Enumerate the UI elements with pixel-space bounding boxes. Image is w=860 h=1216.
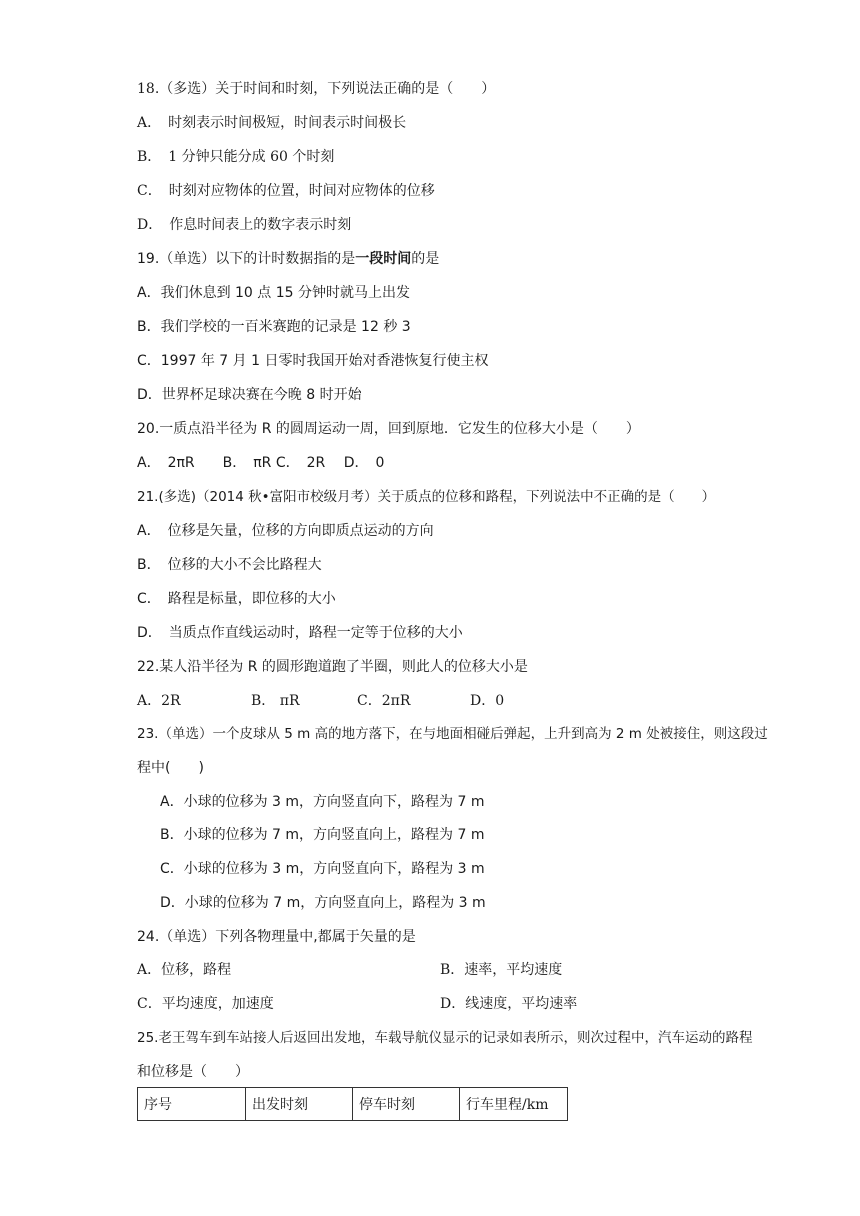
- q22-stem: 22.某人沿半径为 R 的圆形跑道跑了半圈，则此人的位移大小是: [137, 659, 528, 675]
- q21-stem: 21.(多选)（2014 秋•富阳市校级月考）关于质点的位移和路程，下列说法中不正确的是（ ）: [137, 489, 716, 505]
- q23-option-d: D．小球的位移为 7 m，方向竖直向上，路程为 3 m: [160, 895, 486, 911]
- q21-option-c: C． 路程是标量，即位移的大小: [137, 591, 336, 607]
- q18-option-a: A． 时刻表示时间极短，时间表示时间极长: [137, 115, 407, 131]
- q19-option-d: D．世界杯足球决赛在今晚 8 时开始: [137, 387, 362, 403]
- q18-option-c: C． 时刻对应物体的位置，时间对应物体的位移: [137, 183, 435, 199]
- table-header-cell: 行车里程/km: [460, 1088, 568, 1121]
- q20-stem: 20.一质点沿半径为 R 的圆周运动一周，回到原地．它发生的位移大小是（ ）: [137, 421, 640, 437]
- q23-stem-line2: 程中( ): [137, 760, 204, 776]
- q22-option-c: C．2πR: [357, 693, 411, 709]
- q19-option-c: C．1997 年 7 月 1 日零时我国开始对香港恢复行使主权: [137, 353, 489, 369]
- q19-stem-bold: 一段时间: [355, 251, 412, 267]
- table-header-cell: 序号: [138, 1088, 246, 1121]
- q18-stem: 18.（多选）关于时间和时刻，下列说法正确的是（ ）: [137, 81, 496, 97]
- q22-option-d: D．0: [470, 693, 505, 709]
- q23-option-a: A．小球的位移为 3 m，方向竖直向下，路程为 7 m: [160, 794, 485, 810]
- q19-stem: [137, 249, 439, 269]
- table-header-cell: 停车时刻: [353, 1088, 460, 1121]
- q19-option-a: A．我们休息到 10 点 15 分钟时就马上出发: [137, 285, 411, 301]
- table-header-cell: 出发时刻: [246, 1088, 353, 1121]
- q24-option-d: D．线速度，平均速率: [440, 996, 578, 1012]
- q22-option-a: A．2R: [137, 693, 181, 709]
- q23-option-c: C．小球的位移为 3 m，方向竖直向下，路程为 3 m: [160, 861, 485, 877]
- q25-stem-line2: 和位移是（ ）: [137, 1064, 249, 1080]
- q19-option-b: B．我们学校的一百米赛跑的记录是 12 秒 3: [137, 319, 411, 335]
- q24-stem: 24.（单选）下列各物理量中,都属于矢量的是: [137, 929, 416, 945]
- q24-option-b: B．速率，平均速度: [440, 962, 563, 978]
- q21-option-d: D． 当质点作直线运动时，路程一定等于位移的大小: [137, 625, 463, 641]
- q23-option-b: B．小球的位移为 7 m，方向竖直向上，路程为 7 m: [160, 827, 485, 843]
- q24-option-a: A．位移，路程: [137, 962, 232, 978]
- q22-option-b: B． πR: [251, 693, 300, 709]
- q21-option-a: A． 位移是矢量，位移的方向即质点运动的方向: [137, 523, 434, 539]
- q19-stem-post: 的是: [411, 251, 440, 267]
- q18-option-b: B． 1 分钟只能分成 60 个时刻: [137, 149, 335, 165]
- table-header-row: [138, 1088, 568, 1121]
- navigation-record-table: [137, 1087, 568, 1121]
- q21-option-b: B． 位移的大小不会比路程大: [137, 557, 322, 573]
- q20-options: A． 2πR B． πR C． 2R D． 0: [137, 455, 385, 471]
- q23-stem-line1: 23.（单选）一个皮球从 5 m 高的地方落下，在与地面相碰后弹起，上升到高为 2 m 处被接住，则这段过: [137, 726, 768, 742]
- q19-stem-pre: 19.（单选）以下的计时数据指的是: [137, 251, 356, 267]
- q18-option-d: D． 作息时间表上的数字表示时刻: [137, 217, 352, 233]
- q24-option-c: C．平均速度，加速度: [137, 996, 274, 1012]
- q25-stem-line1: 25.老王驾车到车站接人后返回出发地，车载导航仪显示的记录如表所示，则次过程中，汽车运动的路程: [137, 1030, 753, 1046]
